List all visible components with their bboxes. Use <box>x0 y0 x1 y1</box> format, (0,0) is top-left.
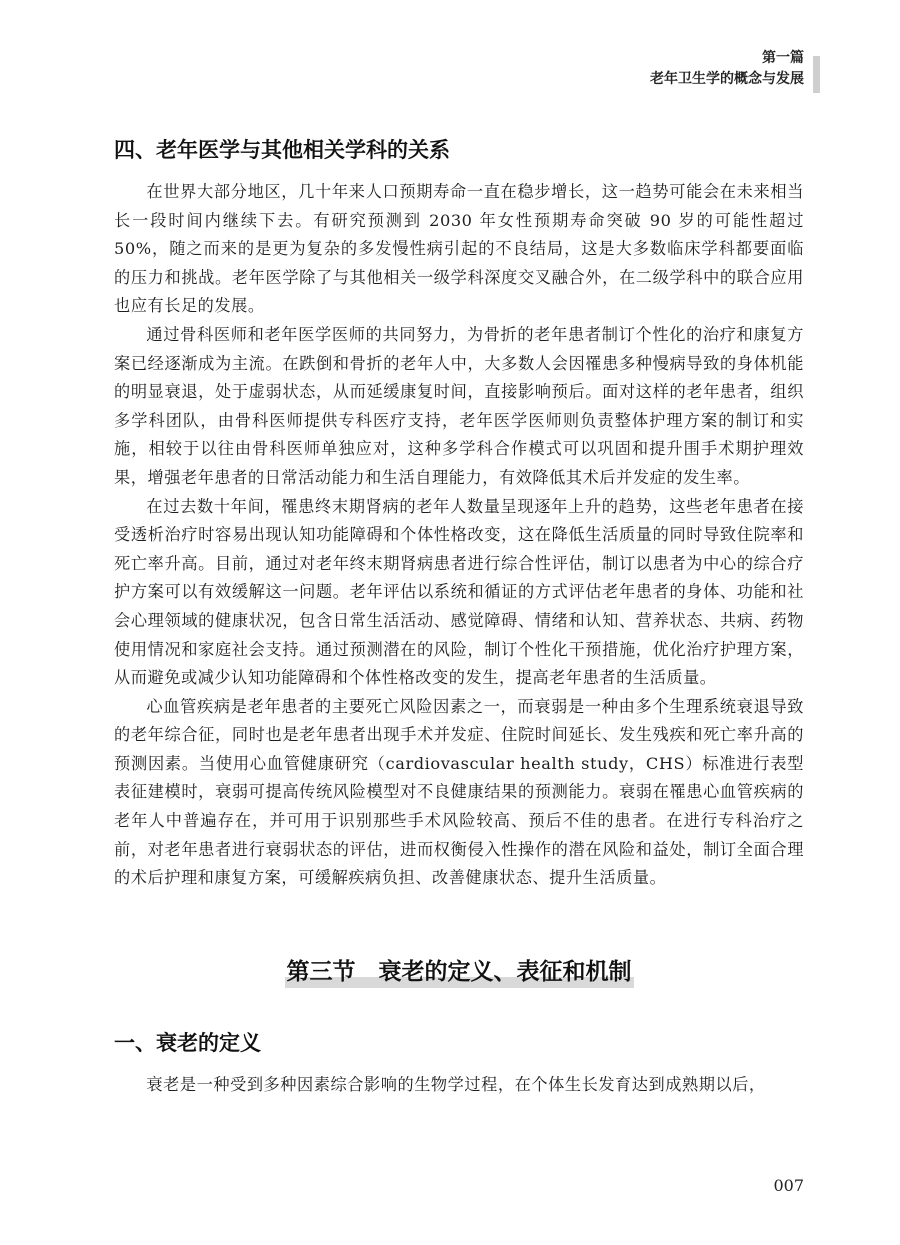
section-heading-4: 四、老年医学与其他相关学科的关系 <box>114 138 450 162</box>
body-paragraph-5: 衰老是一种受到多种因素综合影响的生物学过程，在个体生长发育达到成熟期以后， <box>146 1074 766 1094</box>
chapter-title: 第三节 衰老的定义、表征和机制 <box>285 955 634 989</box>
section-heading-1: 一、衰老的定义 <box>114 1030 261 1055</box>
body-paragraph-1: 在世界大部分地区，几十年来人口预期寿命一直在稳步增长，这一趋势可能会在未来相当长一段时间内继续下去。有研究预测到 2030 年女性预期寿命突破 90 岁的可能性超过 50%，随之而来的是更为复杂的多发慢性病引起的不良结局，这是大多数临床学科都要面临的压力和挑战。老年医学除了与其他相关一级学科深度交叉融合外，在二级学科中的联合应用也应有长足的发展。 <box>114 182 804 316</box>
body-paragraph-2: 通过骨科医师和老年医学医师的共同努力，为骨折的老年患者制订个性化的治疗和康复方案已经逐渐成为主流。在跌倒和骨折的老年人中，大多数人会因罹患多种慢病导致的身体机能的明显衰退，处于虚弱状态，从而延缓康复时间，直接影响预后。面对这样的老年患者，组织多学科团队，由骨科医师提供专科医疗支持，老年医学医师则负责整体护理方案的制订和实施，相较于以往由骨科医师单独应对，这种多学科合作模式可以巩固和提升围手术期护理效果，增强老年患者的日常活动能力和生活自理能力，有效降低其术后并发症的发生率。 <box>114 324 804 487</box>
body-paragraph-4: 心血管疾病是老年患者的主要死亡风险因素之一，而衰弱是一种由多个生理系统衰退导致的老年综合征，同时也是老年患者出现手术并发症、住院时间延长、发生残疾和死亡率升高的预测因素。当使用心血管健康研究（cardiovascular health study，CHS）标准进行表型表征建模时，衰弱可提高传统风险模型对不良健康结果的预测能力。衰弱在罹患心血管疾病的老年人中普遍存在，并可用于识别那些手术风险较高、预后不佳的患者。在进行专科治疗之前，对老年患者进行衰弱状态的评估，进而权衡侵入性操作的潜在风险和益处，制订全面合理的术后护理和康复方案，可缓解疾病负担、改善健康状态、提升生活质量。 <box>114 696 804 888</box>
header-side-bar <box>813 56 820 93</box>
body-paragraph-3: 在过去数十年间，罹患终末期肾病的老年人数量呈现逐年上升的趋势，这些老年患者在接受透析治疗时容易出现认知功能障碍和个体性格改变，这在降低生活质量的同时导致住院率和死亡率升高。目前，通过对老年终末期肾病患者进行综合性评估，制订以患者为中心的综合疗护方案可以有效缓解这一问题。老年评估以系统和循证的方式评估老年患者的身体、功能和社会心理领域的健康状况，包含日常生活活动、感觉障碍、情绪和认知、营养状态、共病、药物使用情况和家庭社会支持。通过预测潜在的风险，制订个性化干预措施，优化治疗护理方案，从而避免或减少认知功能障碍和个体性格改变的发生，提高老年患者的生活质量。 <box>114 496 804 688</box>
chapter-title-block <box>114 955 804 989</box>
running-header-part: 第一篇 <box>762 50 804 66</box>
page-number: 007 <box>773 1176 804 1195</box>
running-header <box>650 48 804 90</box>
page-body <box>114 132 804 1099</box>
running-header-chapter: 老年卫生学的概念与发展 <box>650 71 804 87</box>
